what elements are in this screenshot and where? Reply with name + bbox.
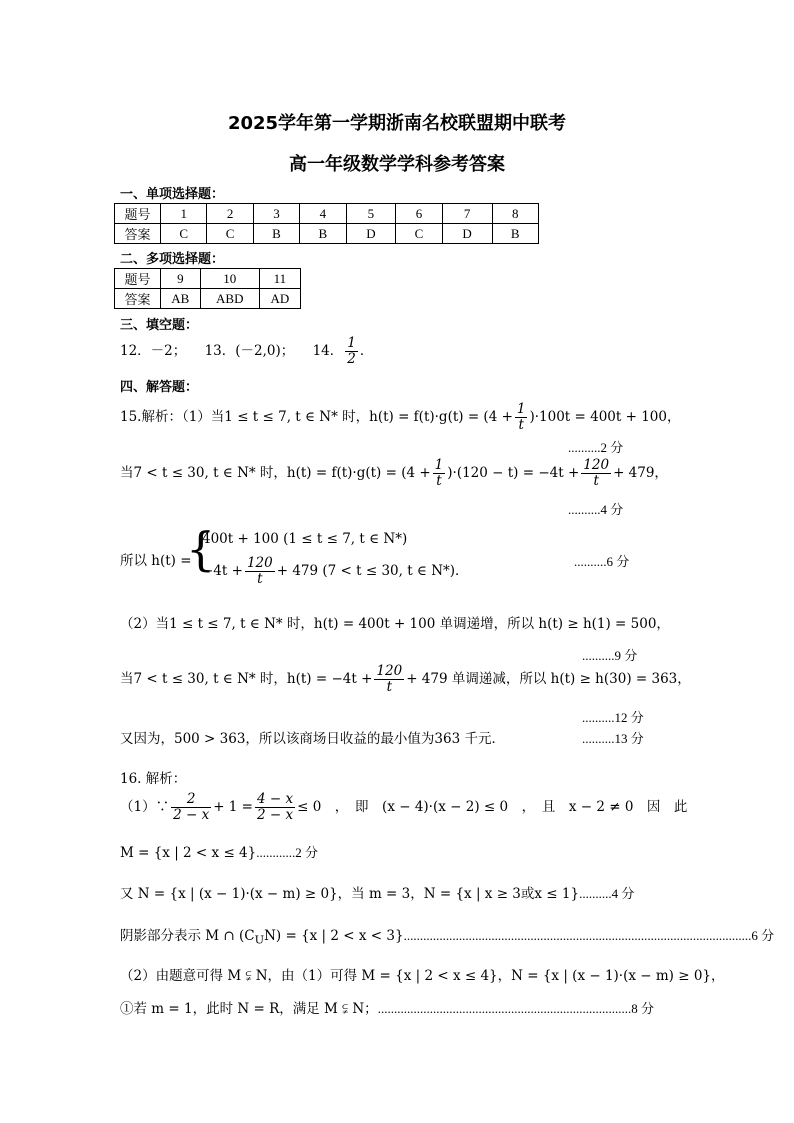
fraction	[255, 792, 295, 823]
q16-line-4	[120, 924, 775, 947]
denominator: t	[386, 679, 393, 695]
q16-line-4-text: 阴影部分表示 M ∩ (C	[120, 928, 255, 944]
table-cell: ABD	[200, 289, 259, 309]
section-multi-choice: 二、多项选择题：	[120, 252, 225, 267]
denominator: 2 − x	[173, 807, 210, 823]
answer-14-fraction	[345, 336, 358, 367]
fraction	[515, 402, 528, 433]
q16-line-1-b: + 1 =	[213, 799, 253, 815]
q16-line-1-a: （1）∵	[120, 799, 170, 815]
numerator: 120	[246, 555, 273, 571]
fraction	[581, 458, 611, 489]
table-cell: 3	[253, 204, 299, 224]
q15-line-5	[120, 664, 691, 695]
q15-line-2-tail: + 479，	[613, 465, 668, 481]
numerator: 2	[171, 792, 211, 808]
q15-case-2	[202, 556, 469, 587]
table-cell: D	[346, 224, 396, 244]
answer-14-prefix: 14．	[312, 343, 344, 359]
q15-piecewise-label: 所以 h(t) =	[120, 553, 192, 569]
score-mark: ..........2 分	[568, 440, 624, 455]
q16-line-6	[120, 997, 660, 1017]
table-cell: 1	[161, 204, 207, 224]
answer-14-end: ．	[359, 343, 374, 359]
q15-line-1-text: 15.解析：（1）当1 ≤ t ≤ 7, t ∈ N* 时，h(t) = f(t)·g(t) = (4 +	[120, 409, 513, 425]
q16-line-2-text: M = {x | 2 < x ≤ 4}	[120, 845, 257, 861]
numerator: 1	[516, 401, 526, 417]
table-cell: AB	[161, 289, 201, 309]
q15-line-6: 又因为，500 > 363，所以该商场日收益的最小值为363 千元．	[120, 731, 505, 747]
q15-line-2-text: 当7 < t ≤ 30, t ∈ N* 时，h(t) = f(t)·g(t) = (4 +	[120, 465, 431, 481]
table-cell: B	[492, 224, 538, 244]
score-mark: ..........4 分	[568, 502, 624, 517]
table-cell: 8	[492, 204, 538, 224]
table-row	[115, 269, 301, 289]
page-subtitle: 高一年级数学学科参考答案	[289, 154, 505, 175]
numerator: 1	[434, 457, 444, 473]
q15-line-1-tail: )·100t = 400t + 100，	[529, 409, 681, 425]
fraction	[171, 792, 211, 823]
table-cell: AD	[259, 289, 300, 309]
subscript: U	[254, 933, 265, 947]
page-title: 2025学年第一学期浙南名校联盟期中联考	[227, 113, 567, 134]
table-cell: D	[442, 224, 492, 244]
q15-line-2-mid: )·(120 − t) = −4t +	[447, 465, 580, 481]
q15-line-5-a: 当7 < t ≤ 30, t ∈ N* 时，h(t) = −4t +	[120, 671, 373, 687]
table-cell: 6	[396, 204, 442, 224]
multi-choice-table	[114, 268, 301, 309]
table-cell: 5	[346, 204, 396, 224]
q16-line-4-tail: N) = {x | 2 < x < 3}	[264, 928, 404, 944]
numerator: 4 − x	[257, 791, 294, 807]
q15-case-2-b: + 479 (7 < t ≤ 30, t ∈ N*)	[276, 563, 456, 579]
score-mark: ..........4 分	[579, 886, 635, 901]
score-mark: ...........................................................................................................6 分	[403, 928, 775, 943]
fill-answers	[120, 336, 373, 367]
denominator: t	[518, 417, 524, 433]
table-row	[115, 224, 539, 244]
table-row	[115, 204, 539, 224]
section-solutions: 四、解答题：	[120, 380, 199, 395]
numerator: 120	[583, 457, 610, 473]
table-cell: C	[161, 224, 207, 244]
q16-line-1	[120, 792, 687, 823]
q15-line-4: （2）当1 ≤ t ≤ 7, t ∈ N* 时，h(t) = 400t + 100 单调递增，所以 h(t) ≥ h(1) = 500，	[120, 616, 670, 632]
section-single-choice: 一、单项选择题：	[120, 187, 225, 202]
brace-symbol: {	[186, 522, 216, 576]
q16-line-3-text: 又 N = {x | (x − 1)·(x − m) ≥ 0}，当 m = 3，N = {x | x ≥ 3或x ≤ 1}	[120, 886, 580, 902]
table-cell: 答案	[115, 289, 161, 309]
q16-line-6-text: ①若 m = 1，此时 N = R，满足 M ⫋ N；	[120, 1001, 378, 1017]
numerator: 1	[347, 335, 356, 351]
q16-line-5: （2）由题意可得 M ⫋ N，由（1）可得 M = {x | 2 < x ≤ 4}，N = {x | (x − 1)·(x − m) ≥ 0}，	[120, 968, 725, 984]
denominator: t	[593, 473, 599, 489]
table-cell: C	[207, 224, 253, 244]
fraction	[245, 556, 275, 587]
table-row	[115, 289, 301, 309]
q15-case-1: 400t + 100 (1 ≤ t ≤ 7, t ∈ N*)	[202, 531, 408, 547]
q16-line-2	[120, 842, 318, 861]
table-cell: 题号	[115, 204, 161, 224]
score-mark: ..........9 分	[582, 648, 638, 663]
denominator: t	[257, 571, 263, 587]
fraction	[433, 458, 446, 489]
q16-line-1-c: ≤ 0 ， 即 (x − 4)·(x − 2) ≤ 0 ， 且 x − 2 ≠ 0 因 此	[297, 799, 688, 815]
table-cell: 9	[161, 269, 201, 289]
table-cell: B	[253, 224, 299, 244]
answer-13: 13．(－2,0)；	[204, 343, 295, 359]
denominator: 2 − x	[257, 807, 294, 823]
q16-line-3	[120, 882, 634, 902]
q15-line-2	[120, 458, 668, 489]
q15-line-5-b: + 479 单调递减，所以 h(t) ≥ h(30) = 363，	[406, 671, 691, 687]
table-cell: 答案	[115, 224, 161, 244]
score-mark: ..........12 分	[582, 710, 644, 725]
table-cell: B	[300, 224, 346, 244]
table-cell: 10	[200, 269, 259, 289]
q16-head: 16. 解析：	[120, 771, 187, 787]
table-cell: C	[396, 224, 442, 244]
table-cell: 2	[207, 204, 253, 224]
answer-12: 12．－2；	[120, 343, 187, 359]
table-cell: 4	[300, 204, 346, 224]
table-cell: 11	[259, 269, 300, 289]
score-mark: ..........13 分	[582, 731, 644, 746]
denominator: t	[436, 473, 442, 489]
table-cell: 题号	[115, 269, 161, 289]
q15-line-1	[120, 402, 680, 433]
score-mark: ..........6 分	[574, 554, 630, 569]
score-mark: ............2 分	[256, 845, 318, 860]
score-mark: ..............................................................................8 分	[377, 1001, 654, 1016]
section-fill-blank: 三、填空题：	[120, 318, 199, 333]
single-choice-table	[114, 203, 539, 244]
denominator: 2	[347, 351, 356, 367]
q15-case-end: ．	[455, 563, 469, 579]
numerator: 120	[376, 663, 403, 679]
q15-case-2-a: −4t +	[202, 563, 243, 579]
table-cell: 7	[442, 204, 492, 224]
fraction	[374, 664, 404, 695]
